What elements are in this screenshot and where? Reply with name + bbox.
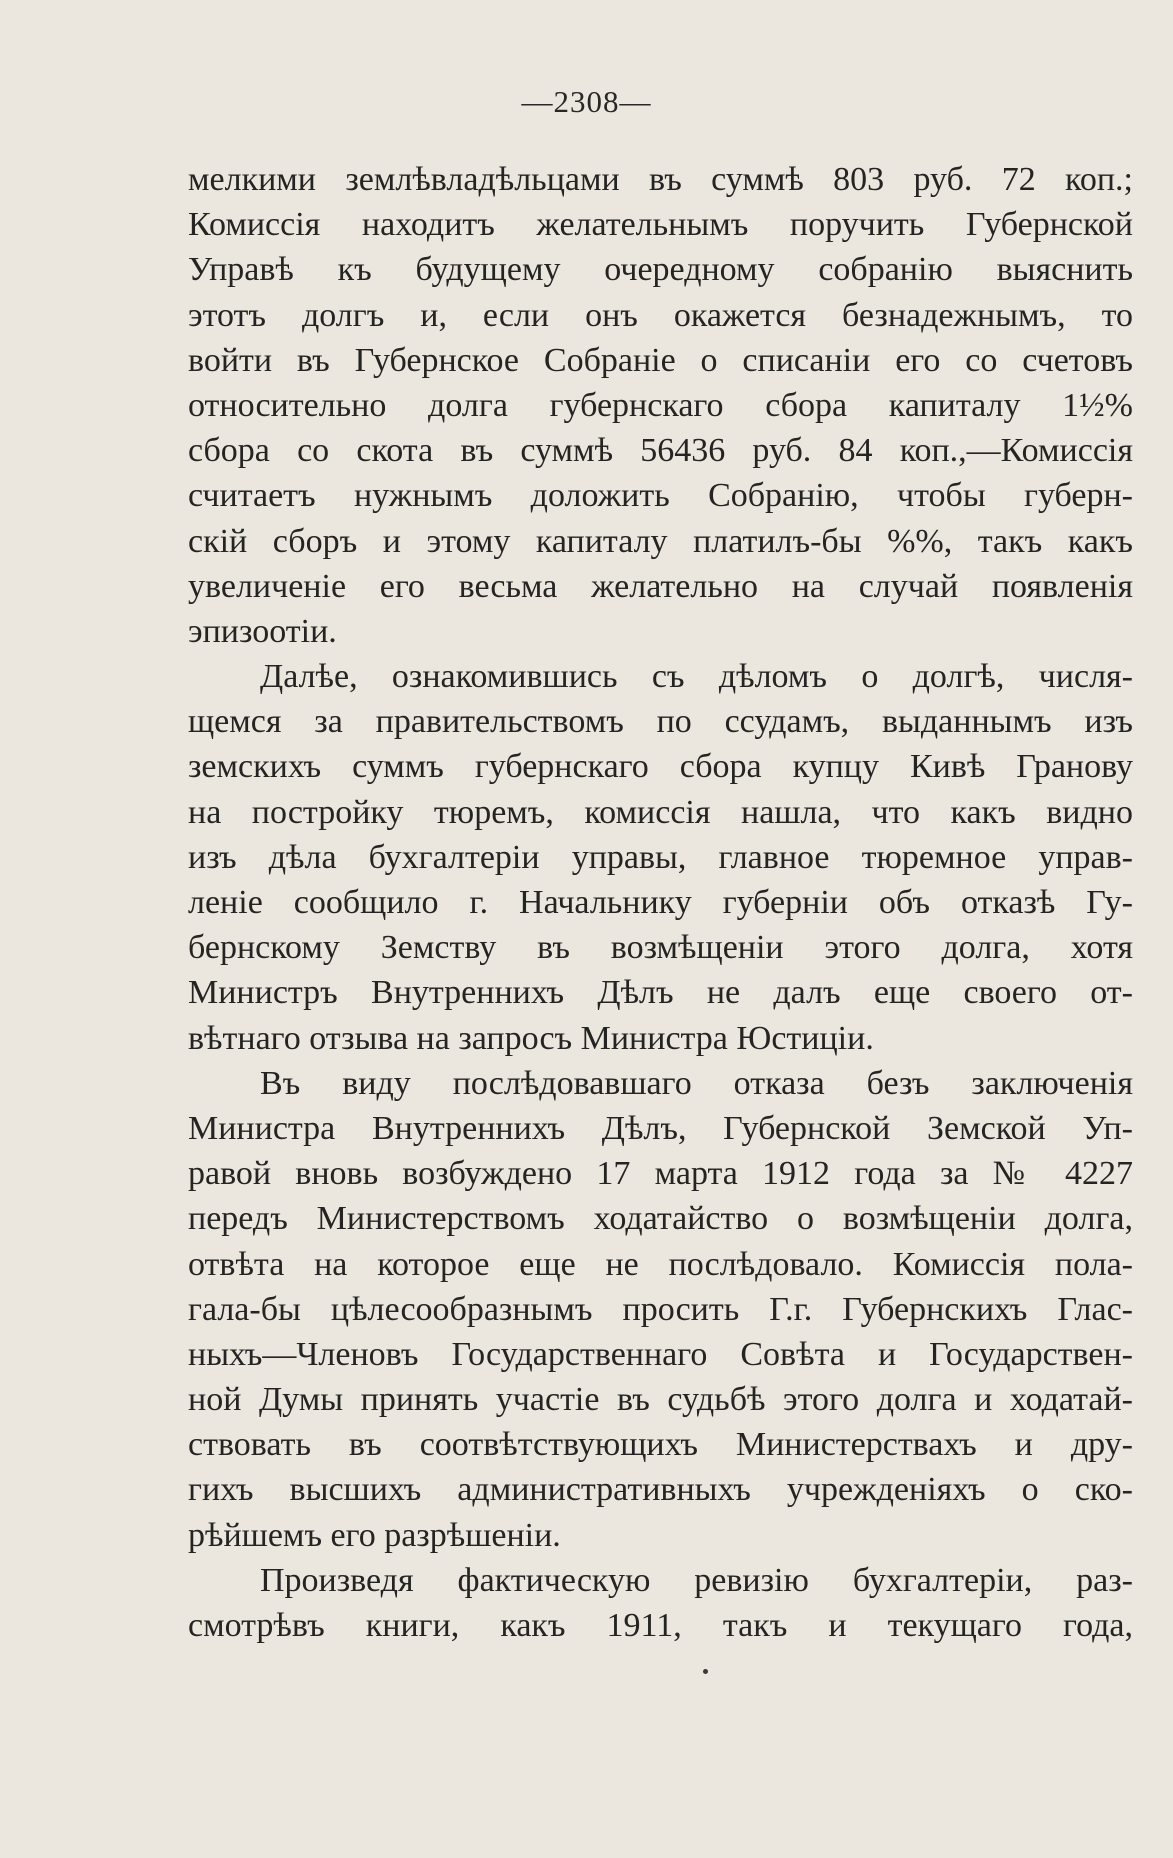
text-line: этотъ долгъ и, если онъ окажется безнадежнымъ, то <box>188 296 1133 334</box>
text-line: Управѣ къ будущему очередному собранію выяснить <box>188 251 1133 289</box>
text-line: гала-бы цѣлесообразнымъ просить Г.г. Губернскихъ Глас- <box>188 1290 1133 1328</box>
text-line: считаетъ нужнымъ доложить Собранію, чтобы губерн- <box>188 477 1133 515</box>
text-line: ныхъ—Членовъ Государственнаго Совѣта и Государствен- <box>188 1335 1133 1373</box>
text-line: на постройку тюремъ, комиссія нашла, что какъ видно <box>188 793 1133 831</box>
text-line: равой вновь возбуждено 17 марта 1912 года за № 4227 <box>188 1155 1133 1193</box>
text-line: бернскому Земству въ возмѣщеніи этого долга, хотя <box>188 929 1133 967</box>
text-line: войти въ Губернское Собраніе о списаніи его со счетовъ <box>188 341 1133 379</box>
text-line: эпизоотіи. <box>188 612 337 650</box>
text-line: гихъ высшихъ административныхъ учрежденіяхъ о ско- <box>188 1471 1133 1509</box>
text-line: увеличеніе его весьма желательно на случай появленія <box>188 567 1133 605</box>
text-line: скій сборъ и этому капиталу платилъ-бы %%, такъ какъ <box>188 522 1133 560</box>
text-line: передъ Министерствомъ ходатайство о возмѣщеніи долга, <box>188 1200 1133 1238</box>
text-line: смотрѣвъ книги, какъ 1911, такъ и текущаго года, <box>188 1607 1133 1644</box>
text-line: вѣтнаго отзыва на запросъ Министра Юстиціи. <box>188 1019 874 1057</box>
text-line: Комиссія находитъ желательнымъ поручить Губернской <box>188 206 1133 244</box>
text-line: Далѣе, ознакомившись съ дѣломъ о долгѣ, числя- <box>260 658 1133 696</box>
text-line: относительно долга губернскаго сбора капиталу 1½% <box>188 386 1133 424</box>
text-line: сбора со скота въ суммѣ 56436 руб. 84 коп.,—Комиссія <box>188 432 1133 470</box>
text-line: Въ виду послѣдовавшаго отказа безъ заключенія <box>260 1064 1133 1102</box>
text-line: леніе сообщило г. Начальнику губерніи объ отказѣ Гу- <box>188 884 1133 921</box>
body-text <box>188 157 1133 1648</box>
print-speck <box>703 1669 708 1674</box>
text-line: Министра Внутреннихъ Дѣлъ, Губернской Земской Уп- <box>188 1109 1133 1147</box>
text-line: отвѣта на которое еще не послѣдовало. Комиссія пола- <box>188 1245 1133 1283</box>
text-line: ной Думы принять участіе въ судьбѣ этого долга и ходатай- <box>188 1381 1133 1419</box>
text-line: Произведя фактическую ревизію бухгалтеріи, раз- <box>260 1561 1133 1599</box>
text-line: мелкими землѣвладѣльцами въ суммѣ 803 руб. 72 коп.; <box>188 161 1133 198</box>
text-line: рѣйшемъ его разрѣшеніи. <box>188 1516 561 1554</box>
text-line: ствовать въ соотвѣтствующихъ Министерствахъ и дру- <box>188 1426 1133 1464</box>
text-line: изъ дѣла бухгалтеріи управы, главное тюремное управ- <box>188 838 1133 876</box>
text-line: щемся за правительствомъ по ссудамъ, выданнымъ изъ <box>188 703 1133 741</box>
text-line: земскихъ суммъ губернскаго сбора купцу Кивѣ Гранову <box>188 748 1133 786</box>
text-line: Министръ Внутреннихъ Дѣлъ не далъ еще своего от- <box>188 974 1133 1012</box>
page-number: —2308— <box>521 84 652 119</box>
